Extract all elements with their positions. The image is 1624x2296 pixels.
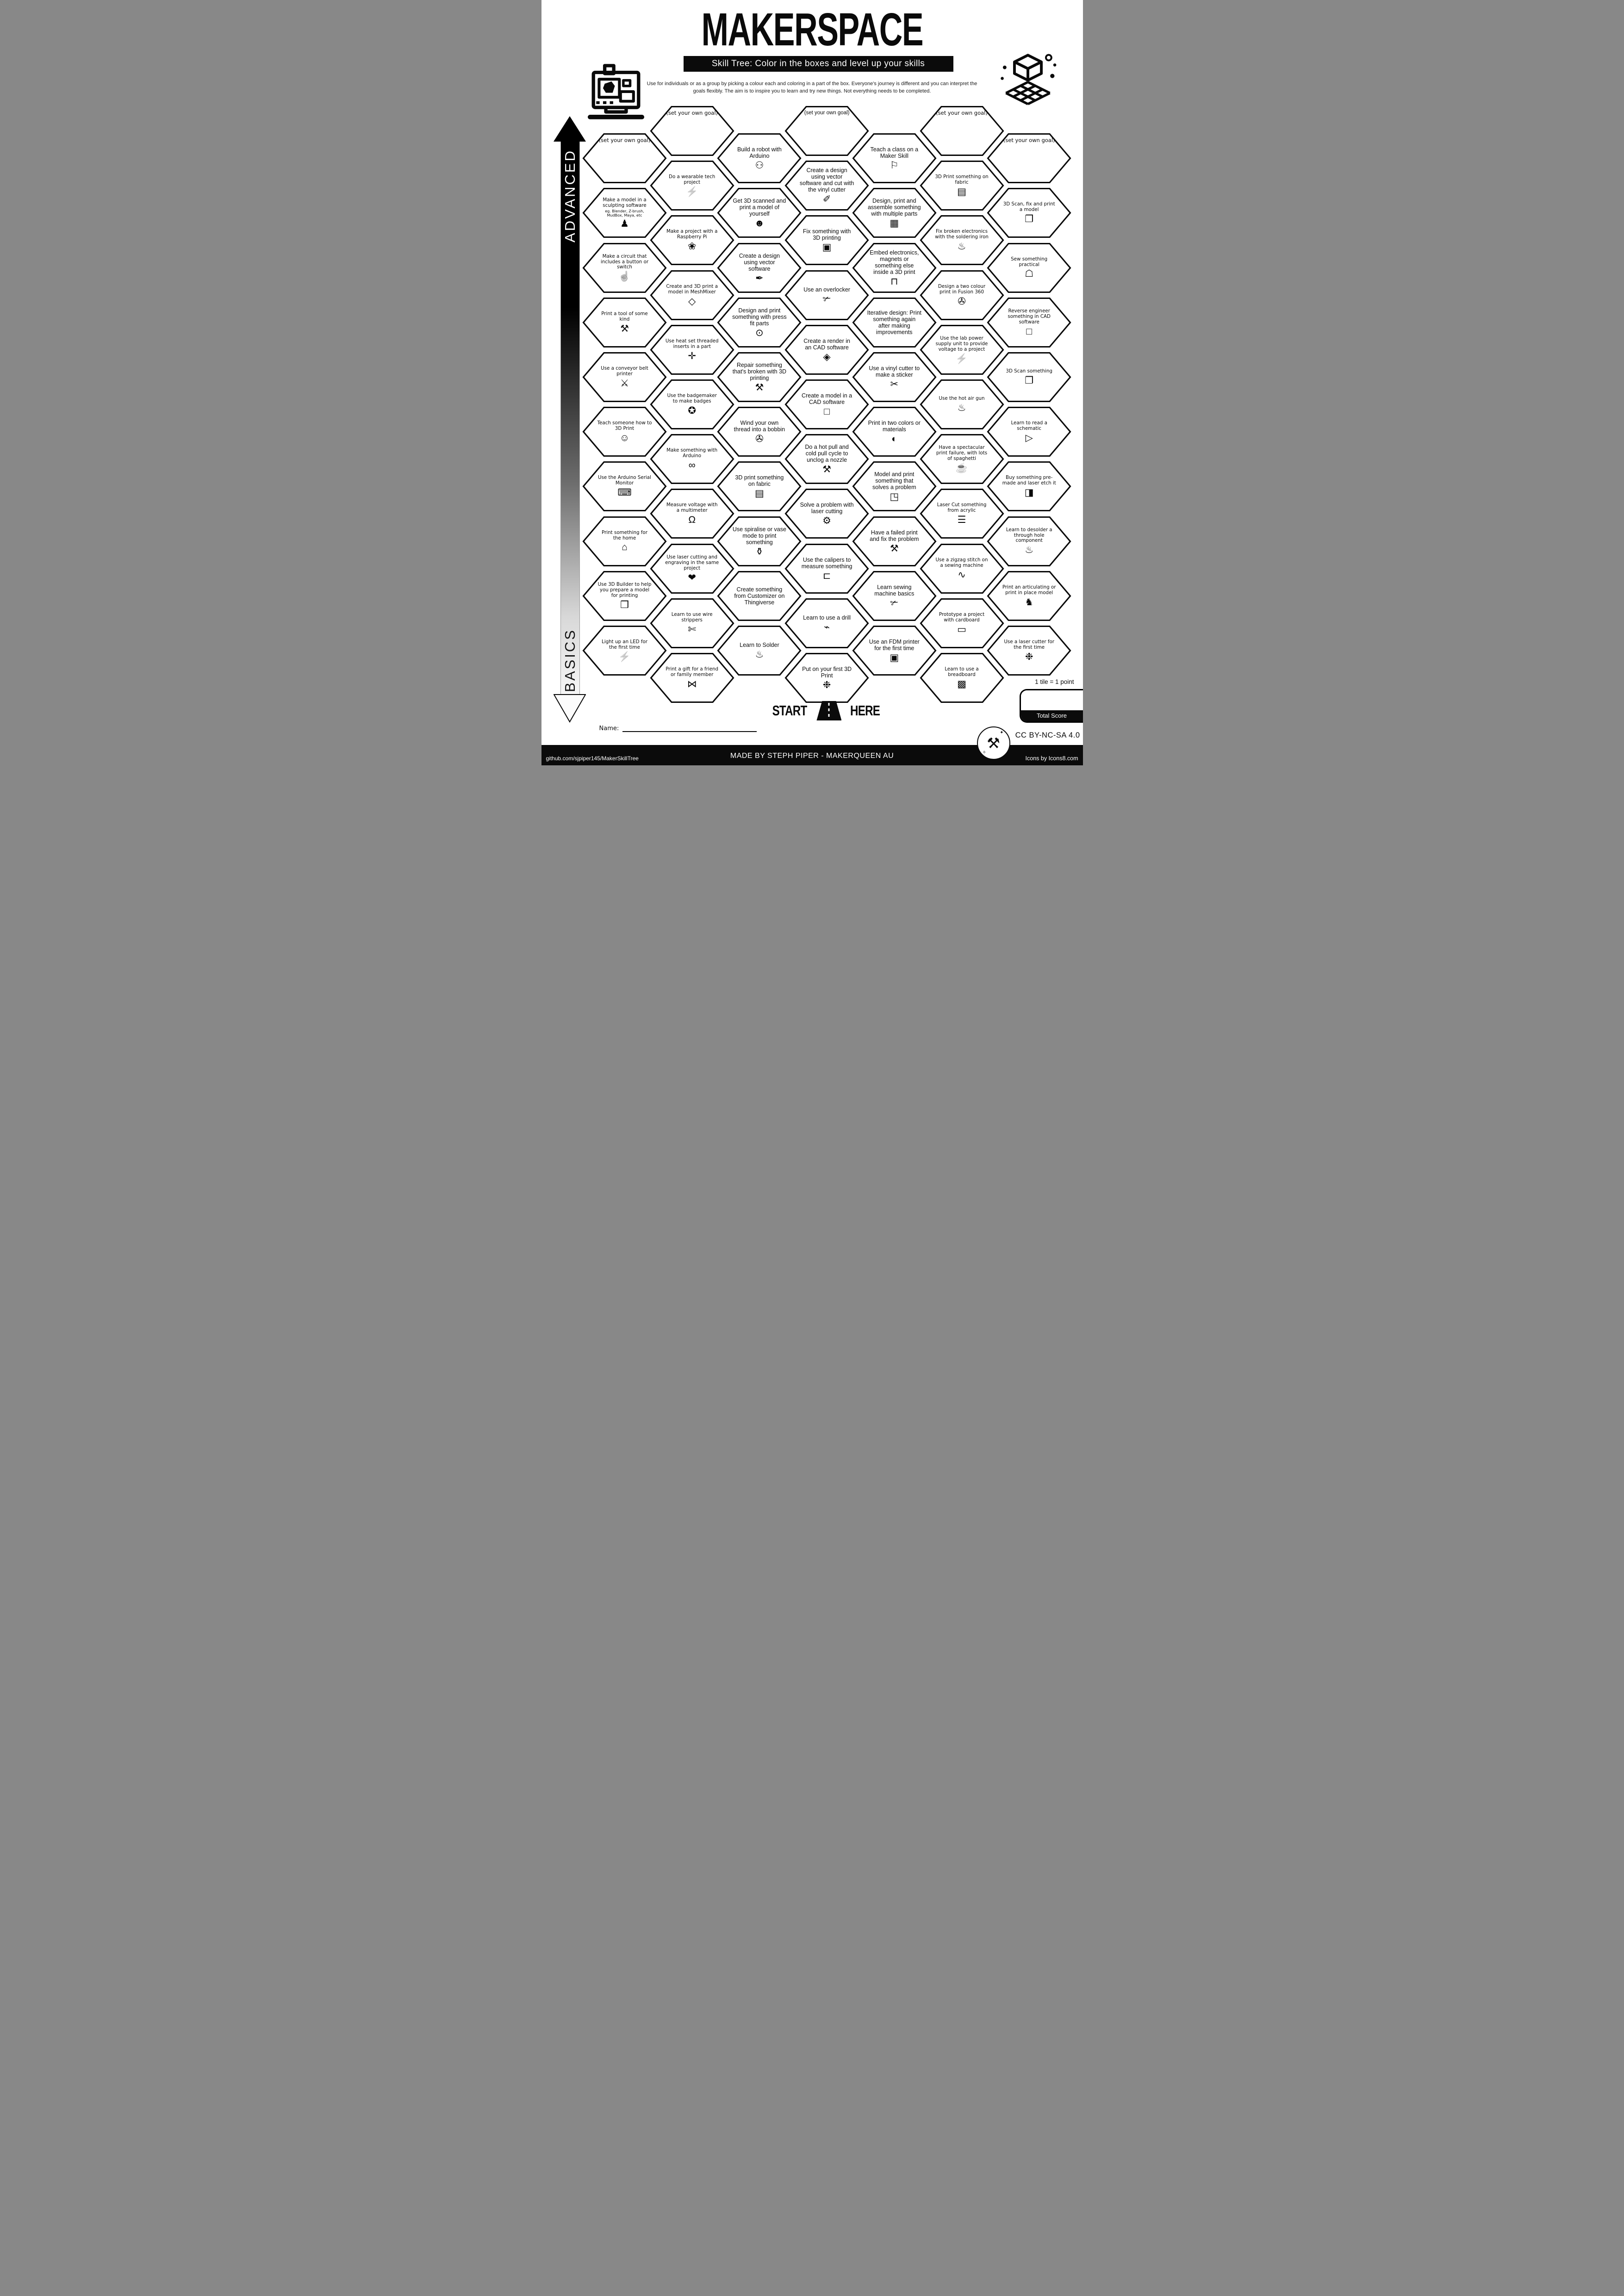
hex-label: (set your own goal) bbox=[936, 109, 988, 116]
cube-shaded-icon: ◳ bbox=[890, 491, 899, 503]
arduino-infinity-icon: ∞ bbox=[688, 460, 696, 471]
hex-label: Model and print something that solves a problem bbox=[872, 471, 916, 491]
hex-label: Do a hot pull and cold pull cycle to unclog a nozzle bbox=[805, 444, 849, 464]
cube-render-icon: ◈ bbox=[823, 351, 831, 362]
hex-label: Prototype a project with cardboard bbox=[939, 611, 985, 623]
footer-icons-credit[interactable]: Icons by Icons8.com bbox=[1025, 755, 1078, 762]
hex-tile[interactable] bbox=[988, 243, 1070, 292]
hex-label: Use the badgemaker to make badges bbox=[667, 393, 717, 404]
hex-tile[interactable] bbox=[988, 571, 1070, 620]
hex-label: Do a wearable tech project bbox=[669, 174, 716, 186]
hex-label: Learn to use wire strippers bbox=[671, 611, 713, 623]
gift-bow-icon: ⋈ bbox=[687, 678, 697, 689]
hex-label: 3D Scan something bbox=[1006, 368, 1052, 374]
filament-spools-icon: ✇ bbox=[958, 296, 966, 307]
hex-label: 3D Print something on fabric bbox=[935, 174, 989, 186]
multimeter-icon: Ω bbox=[688, 515, 696, 526]
hex-label: Make something with Arduino bbox=[666, 447, 718, 459]
hex-label: Have a spectacular print failure, with lots of spaghetti bbox=[936, 445, 988, 462]
hex-label: Use laser cutting and engraving in the same project bbox=[665, 554, 719, 571]
hot-air-gun-icon: ♨ bbox=[957, 402, 966, 413]
hex-label: Create something from Customizer on Thingiverse bbox=[734, 586, 785, 606]
total-score-box[interactable] bbox=[1020, 689, 1083, 723]
printer-3d-icon: ▣ bbox=[822, 242, 832, 253]
hex-label: Create a design using vector software bbox=[739, 252, 780, 272]
hex-label: Build a robot with Arduino bbox=[737, 146, 782, 160]
hex-label: Design and print something with press fit parts bbox=[732, 307, 787, 327]
road-icon bbox=[816, 701, 841, 720]
name-field-row bbox=[599, 724, 757, 732]
hex-label: Use the hot air gun bbox=[939, 396, 985, 402]
wire-strippers-icon: ✄ bbox=[688, 624, 696, 635]
description-text: Use for individuals or as a group by picking a colour each and coloring in a part of the box. Everyone's journey is different and you can interpret the goals flexibly. The aim is to inspire you to learn and try new things. Not everything needs to be completed. bbox=[647, 81, 977, 94]
tile-point-note: 1 tile = 1 point bbox=[1035, 678, 1074, 685]
hex-label: Print something for the home bbox=[602, 529, 647, 541]
hex-label: (set your own goal) bbox=[1003, 137, 1055, 143]
hex-sublabel: eg. Blender, Z-brush, MudBox, Maya, etc bbox=[605, 209, 644, 217]
hex-label: Learn to use a breadboard bbox=[945, 666, 979, 677]
hex-label: Use 3D Builder to help you prepare a model for printing bbox=[597, 581, 652, 598]
serial-monitor-icon: ⌨ bbox=[617, 487, 632, 498]
cube-dotted-icon: ◇ bbox=[688, 296, 696, 307]
hex-label: 3D Scan, fix and print a model bbox=[1003, 201, 1055, 213]
shopping-bag-icon: ☖ bbox=[1025, 268, 1034, 279]
acrylic-layers-icon: ☰ bbox=[957, 515, 966, 526]
hex-label: Embed electronics, magnets or something else inside a 3D print bbox=[870, 249, 919, 275]
celebration-icon: ❉ bbox=[822, 680, 831, 690]
celebration-icon: ❉ bbox=[1025, 651, 1033, 662]
hex-label: Learn sewing machine basics bbox=[874, 583, 915, 597]
hex-label: Use heat set threaded inserts in a part bbox=[665, 338, 719, 349]
teaching-people-icon: ☺ bbox=[619, 433, 630, 444]
hex-label: Print a tool of some kind bbox=[601, 310, 648, 322]
footer-credit: MADE BY STEPH PIPER - MAKERQUEEN AU bbox=[730, 752, 894, 760]
hex-label: Learn to read a schematic bbox=[1011, 420, 1047, 432]
sticker-peel-icon: ✂ bbox=[890, 379, 899, 390]
sparkle-icon: ✦ bbox=[1000, 730, 1004, 735]
raspberry-icon: ❀ bbox=[688, 241, 696, 252]
robot-icon: ⚇ bbox=[755, 160, 764, 171]
makerspace-skill-tree-poster bbox=[541, 0, 1083, 765]
finger-press-icon: ☝ bbox=[618, 271, 631, 282]
hex-label: Buy something pre-made and laser etch it bbox=[1002, 475, 1056, 486]
hex-label: Put on your first 3D Print bbox=[802, 666, 852, 679]
hex-label: Print an articulating or print in place model bbox=[1002, 584, 1056, 596]
hex-label: Get 3D scanned and print a model of yourself bbox=[733, 198, 786, 217]
hex-grid bbox=[541, 0, 1083, 765]
pen-nib-icon: ✐ bbox=[822, 194, 831, 205]
hex-tile[interactable] bbox=[988, 408, 1070, 456]
led-celebration-icon: ⚡ bbox=[618, 651, 631, 662]
hex-label: Teach a class on a Maker Skill bbox=[870, 146, 919, 160]
cube-outline-icon: □ bbox=[824, 406, 830, 417]
hex-label: Measure voltage with a multimeter bbox=[666, 502, 718, 514]
hex-label: Use a laser cutter for the first time bbox=[1004, 639, 1055, 650]
crossed-tools-icon: ⚒ bbox=[822, 464, 831, 475]
hex-label: Use a vinyl cutter to make a sticker bbox=[869, 365, 920, 378]
power-bolt-icon: ⚡ bbox=[955, 353, 968, 364]
zigzag-stitch-icon: ∿ bbox=[958, 569, 966, 580]
hex-label: Iterative design: Print something again after making improvements bbox=[867, 309, 921, 335]
hex-label: Print in two colors or materials bbox=[868, 420, 921, 433]
model-builder-icon: ❒ bbox=[620, 599, 629, 610]
total-score-label: Total Score bbox=[1021, 710, 1083, 721]
hex-label: Reverse engineer something in CAD software bbox=[1008, 308, 1051, 325]
page-title: MAKERSPACE bbox=[701, 4, 923, 56]
home-icon: ⌂ bbox=[622, 542, 628, 553]
led-bolt-icon: ⚡ bbox=[686, 186, 698, 198]
hex-tile[interactable] bbox=[988, 626, 1070, 675]
advanced-label: ADVANCED bbox=[561, 149, 578, 242]
footer-repo-link[interactable]: github.com/sjpiper145/MakerSkillTree bbox=[546, 755, 639, 762]
statue-icon: ♟ bbox=[620, 218, 629, 229]
hex-tile[interactable] bbox=[988, 462, 1070, 511]
etch-board-icon: ◨ bbox=[1024, 487, 1034, 498]
sewing-machine-icon: ✃ bbox=[890, 597, 899, 608]
hex-tile[interactable] bbox=[988, 298, 1070, 347]
hex-label: Make a circuit that includes a button or switch bbox=[600, 253, 649, 270]
hex-tile[interactable] bbox=[988, 353, 1070, 401]
hex-label: Fix broken electronics with the soldering iron bbox=[935, 229, 989, 240]
breadboard-icon: ▩ bbox=[957, 678, 966, 689]
hex-label: Have a failed print and fix the problem bbox=[870, 529, 919, 542]
start-here-marker bbox=[750, 701, 902, 720]
gears-icon: ⚙ bbox=[822, 515, 831, 527]
name-label: Name: bbox=[599, 725, 619, 732]
hex-label: (set your own goal) bbox=[598, 137, 651, 143]
hex-label: Learn to desolder a through hole component bbox=[1006, 527, 1052, 544]
hex-label: Fix something with 3D printing bbox=[803, 228, 851, 242]
drill-icon: ⌁ bbox=[824, 621, 830, 633]
bobbin-icon: ✇ bbox=[755, 434, 764, 445]
soldering-iron-icon: ♨ bbox=[1025, 545, 1034, 556]
dragon-icon: ♞ bbox=[1025, 596, 1034, 608]
hex-label: Use the calipers to measure something bbox=[801, 556, 852, 570]
hex-tile[interactable] bbox=[988, 517, 1070, 565]
cylinder-icon: ⊙ bbox=[755, 327, 764, 338]
hex-label: Use a zigzag stitch on a sewing machine bbox=[935, 557, 988, 568]
license-label: CC BY-NC-SA 4.0 bbox=[1015, 731, 1080, 739]
hex-label: Design a two colour print in Fusion 360 bbox=[938, 283, 986, 295]
cardboard-icon: ▭ bbox=[957, 624, 966, 635]
printer-3d-icon: ▣ bbox=[890, 652, 899, 663]
hex-label: Use an overlocker bbox=[803, 286, 850, 293]
hex-label: Create a model in a CAD software bbox=[802, 392, 852, 405]
threaded-insert-icon: ✛ bbox=[688, 350, 696, 361]
vase-icon: ⚱ bbox=[755, 546, 764, 557]
hex-label: Use the lab power supply unit to provide voltage to a project bbox=[935, 335, 988, 352]
fabric-icon: ▤ bbox=[754, 488, 764, 499]
here-label: HERE bbox=[850, 702, 880, 719]
hex-label: Use the Arduino Serial Monitor bbox=[598, 475, 651, 486]
hex-tile[interactable] bbox=[988, 189, 1070, 237]
hex-label: Wind your own thread into a bobbin bbox=[734, 420, 785, 433]
hex-label: 3D print something on fabric bbox=[735, 474, 784, 488]
hex-label: Use spiralise or vase mode to print something bbox=[732, 526, 786, 546]
maker-tools-logo-icon: ⚒ ✦ ✧ bbox=[977, 726, 1010, 760]
hex-label: Learn to Solder bbox=[740, 641, 779, 648]
hex-label: Sew something practical bbox=[1011, 256, 1048, 267]
skill-tree-banner: Skill Tree: Color in the boxes and level up your skills bbox=[684, 56, 953, 72]
sword-icon: ⚔ bbox=[620, 378, 629, 389]
start-label: START bbox=[772, 702, 807, 719]
spaghetti-bowl-icon: ☕ bbox=[955, 463, 968, 474]
hex-label: Laser Cut something from acrylic bbox=[937, 502, 987, 514]
hex-label: Make a project with a Raspberry Pi bbox=[666, 229, 718, 240]
cube-outline-icon: □ bbox=[1026, 326, 1033, 337]
hex-label: Light up an LED for the first time bbox=[601, 639, 648, 650]
hex-label: Learn to use a drill bbox=[803, 614, 851, 621]
teacher-board-icon: ⚐ bbox=[890, 160, 899, 171]
hex-label: Make a model in a sculpting software bbox=[603, 197, 647, 208]
crossed-tools-icon: ⚒ bbox=[620, 323, 629, 334]
calipers-icon: ⊏ bbox=[822, 570, 831, 581]
soldering-iron-icon: ♨ bbox=[755, 649, 764, 660]
hex-label: Create and 3D print a model in MeshMixer bbox=[666, 283, 718, 295]
scan-cursor-icon: ❐ bbox=[1025, 214, 1034, 225]
hex-label: Print a gift for a friend or family member bbox=[666, 666, 719, 677]
hex-label: Create a render in an CAD software bbox=[803, 337, 850, 351]
hex-label: (set your own goal) bbox=[804, 110, 850, 116]
hex-label: Solve a problem with laser cutting bbox=[800, 502, 854, 515]
fabric-icon: ▤ bbox=[957, 186, 966, 198]
filament-spool-icon: ◐ bbox=[891, 434, 897, 445]
hex-label: Design, print and assemble something with multiple parts bbox=[867, 198, 921, 217]
score-entry-area[interactable] bbox=[1021, 690, 1083, 710]
hex-label: Teach someone how to 3D Print bbox=[597, 420, 652, 432]
hex-label: Repair something that's broken with 3D printing bbox=[732, 361, 787, 381]
hex-label: Create a design using vector software and cut with the vinyl cutter bbox=[799, 167, 854, 193]
soldering-iron-icon: ♨ bbox=[957, 241, 966, 252]
crossed-tools-icon: ⚒ bbox=[890, 543, 899, 554]
badge-icon: ✪ bbox=[688, 405, 696, 416]
led-component-icon: ⊓ bbox=[890, 276, 898, 287]
scanned-head-icon: ☻ bbox=[754, 218, 765, 229]
sewing-machine-icon: ✃ bbox=[822, 293, 831, 304]
scan-cursor-icon: ❐ bbox=[1025, 375, 1034, 386]
hex-label: Use a conveyor belt printer bbox=[601, 365, 648, 377]
hex-label: Use an FDM printer for the first time bbox=[869, 638, 920, 652]
hex-label: (set your own goal) bbox=[666, 109, 718, 116]
name-input-line[interactable] bbox=[622, 724, 757, 732]
diode-icon: ▷ bbox=[1025, 433, 1033, 444]
sparkle-icon: ✧ bbox=[982, 750, 986, 755]
stacked-cubes-icon: ▦ bbox=[890, 218, 899, 229]
pen-tool-icon: ✒ bbox=[755, 273, 764, 284]
hex-tile-goal[interactable] bbox=[988, 134, 1070, 183]
crossed-tools-icon: ⚒ bbox=[755, 382, 764, 393]
basics-label: BASICS bbox=[561, 628, 578, 692]
laser-heart-icon: ❤ bbox=[688, 572, 696, 583]
